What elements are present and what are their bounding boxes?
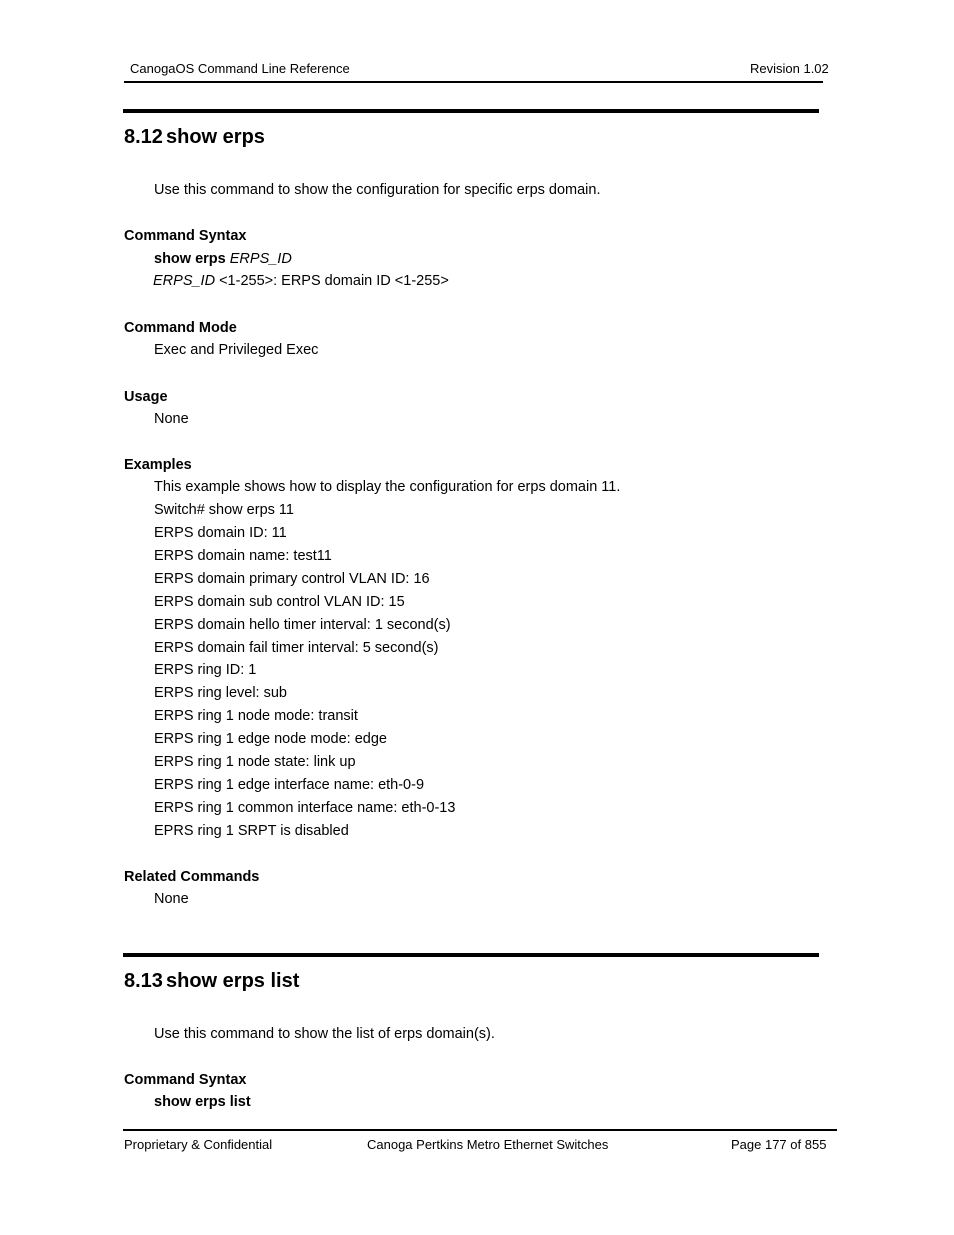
section-813-rule — [123, 953, 819, 957]
example-line: ERPS ring level: sub — [154, 685, 287, 701]
section-813-syntax-heading: Command Syntax — [124, 1072, 247, 1088]
section-812-mode-heading: Command Mode — [124, 320, 237, 336]
footer-center: Canoga Pertkins Metro Ethernet Switches — [367, 1137, 609, 1152]
example-line: EPRS ring 1 SRPT is disabled — [154, 823, 349, 839]
section-812-syntax-heading: Command Syntax — [124, 228, 247, 244]
param-name: ERPS_ID — [153, 273, 216, 289]
section-813-syntax-command: show erps list — [154, 1094, 251, 1110]
section-813-number: 8.13 — [124, 970, 163, 992]
example-line: ERPS ring 1 node state: link up — [154, 754, 356, 770]
example-line: ERPS domain hello timer interval: 1 second(s) — [154, 617, 451, 633]
section-813-title: show erps list — [166, 970, 300, 992]
section-812-number: 8.12 — [124, 126, 163, 148]
section-812-rule — [123, 109, 819, 113]
section-812-heading — [124, 126, 265, 149]
footer-left: Proprietary & Confidential — [124, 1137, 273, 1152]
section-812-param-line — [153, 273, 449, 289]
example-line: ERPS domain sub control VLAN ID: 15 — [154, 594, 405, 610]
section-812-related-text: None — [154, 891, 189, 907]
section-812-examples-heading: Examples — [124, 457, 192, 473]
section-812-syntax-line — [154, 251, 292, 267]
example-line: ERPS domain name: test11 — [154, 548, 332, 564]
header-rule — [124, 81, 823, 83]
example-line: Switch# show erps 11 — [154, 502, 294, 518]
example-line: This example shows how to display the configuration for erps domain 11. — [154, 479, 621, 495]
syntax-command: show erps — [154, 251, 226, 267]
example-line: ERPS ring 1 edge interface name: eth-0-9 — [154, 777, 425, 793]
example-line: ERPS domain fail timer interval: 5 second(s) — [154, 640, 439, 656]
section-812-mode-text: Exec and Privileged Exec — [154, 342, 319, 358]
example-line: ERPS ring 1 node mode: transit — [154, 708, 358, 724]
footer-rule — [123, 1129, 837, 1131]
example-line: ERPS domain ID: 11 — [154, 525, 287, 541]
example-line: ERPS ring 1 common interface name: eth-0-13 — [154, 800, 456, 816]
syntax-parameter: ERPS_ID — [229, 251, 292, 267]
example-line: ERPS ring 1 edge node mode: edge — [154, 731, 387, 747]
section-813-heading — [124, 970, 299, 993]
section-813-description: Use this command to show the list of erps domain(s). — [154, 1026, 495, 1042]
header-revision: Revision 1.02 — [750, 61, 829, 76]
section-812-related-heading: Related Commands — [124, 869, 260, 885]
example-line: ERPS ring ID: 1 — [154, 662, 257, 678]
example-line: ERPS domain primary control VLAN ID: 16 — [154, 571, 430, 587]
section-812-title: show erps — [166, 126, 265, 148]
footer-page-number: Page 177 of 855 — [731, 1137, 827, 1152]
param-description: <1-255>: ERPS domain ID <1-255> — [215, 273, 449, 289]
section-812-description: Use this command to show the configuration for specific erps domain. — [154, 182, 601, 198]
section-812-usage-text: None — [154, 411, 189, 427]
section-812-usage-heading: Usage — [124, 389, 168, 405]
header-doc-title: CanogaOS Command Line Reference — [130, 61, 350, 76]
